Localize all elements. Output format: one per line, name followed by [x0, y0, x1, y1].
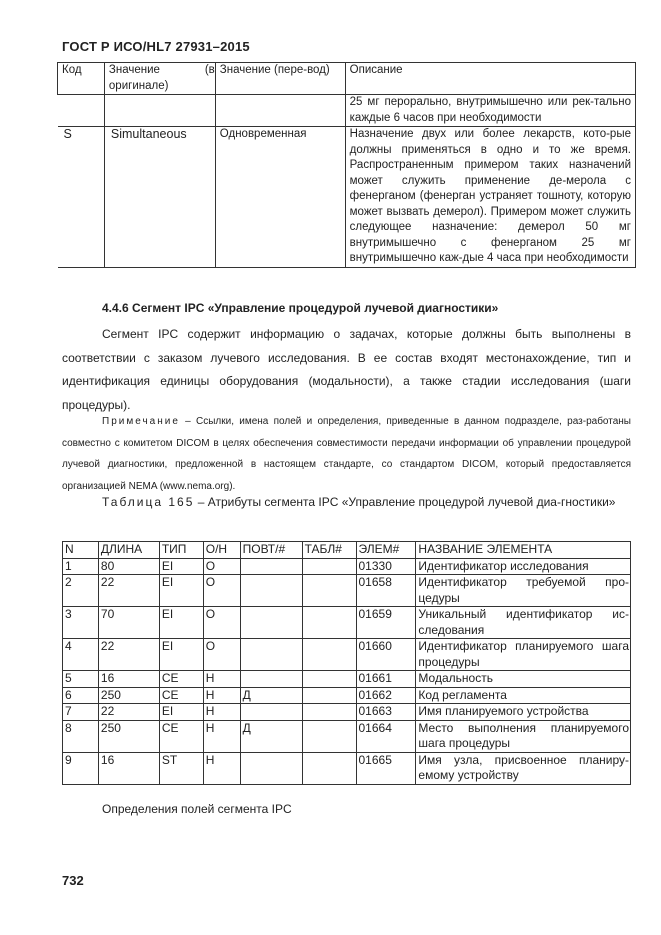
cell-name: Код регламента [416, 687, 631, 704]
col-n: N [63, 542, 99, 559]
cell-name: Имя узла, присвоенное планиру-емому устройству [416, 752, 631, 784]
table-row [63, 558, 631, 575]
cell-table [302, 558, 356, 575]
cell-opt: О [203, 607, 240, 639]
col-length: ДЛИНА [98, 542, 159, 559]
cell-type: CE [159, 687, 203, 704]
cell-length: 80 [98, 558, 159, 575]
cell-type: EI [159, 704, 203, 721]
page-number: 732 [62, 873, 84, 888]
cell-table [302, 575, 356, 607]
col-translation: Значение (пере-вод) [215, 63, 345, 95]
cell-opt: Н [203, 671, 240, 688]
cell-code: S [58, 127, 105, 268]
caption-text: – Атрибуты сегмента IPC «Управление процедурой лучевой диа-гностики» [194, 495, 616, 509]
cell-opt: О [203, 639, 240, 671]
note [62, 411, 631, 498]
definitions-heading: Определения полей сегмента IPC [102, 802, 292, 816]
cell-length: 70 [98, 607, 159, 639]
cell-opt: Н [203, 752, 240, 784]
cell-n: 3 [63, 607, 99, 639]
cell-translation: Одновременная [215, 127, 345, 268]
cell-rep [240, 607, 302, 639]
ipc-attributes-table [62, 541, 631, 785]
cell-elem: 01661 [356, 671, 416, 688]
ipc-body [63, 558, 631, 784]
cell-type: EI [159, 558, 203, 575]
cell-n: 8 [63, 720, 99, 752]
cell-rep: Д [240, 687, 302, 704]
cell-table [302, 671, 356, 688]
cell-n: 9 [63, 752, 99, 784]
cell-type: EI [159, 639, 203, 671]
cell-opt: Н [203, 704, 240, 721]
table-caption [62, 491, 631, 514]
col-table: ТАБЛ# [302, 542, 356, 559]
cell-table [302, 720, 356, 752]
cell-length: 250 [98, 687, 159, 704]
table-row [58, 127, 636, 268]
table-row [63, 639, 631, 671]
table-row [58, 95, 636, 127]
cell-rep [240, 639, 302, 671]
cell-name: Идентификатор планируемого шага процедуры [416, 639, 631, 671]
note-text: – Ссылки, имена полей и определения, приведенные в данном подразделе, раз-работаны совместно с комитетом DICOM в целях обеспечения совместимости передачи информации об управлении процедурой лучевой диагностики, предложенной в настоящем стандарте, со стандартом DICOM, который предоставляется организацией NEMA (www.nema.org). [62, 416, 631, 493]
document-header: ГОСТ Р ИСО/HL7 27931–2015 [62, 39, 250, 54]
cell-rep [240, 671, 302, 688]
cell-rep: Д [240, 720, 302, 752]
col-name: НАЗВАНИЕ ЭЛЕМЕНТА [416, 542, 631, 559]
col-rep: ПОВТ/# [240, 542, 302, 559]
cell-n: 5 [63, 671, 99, 688]
cell-elem: 01662 [356, 687, 416, 704]
cell-elem: 01659 [356, 607, 416, 639]
cell-type: CE [159, 671, 203, 688]
cell-type: EI [159, 575, 203, 607]
cell-name: Место выполнения планируемого шага процедуры [416, 720, 631, 752]
cell-elem: 01330 [356, 558, 416, 575]
cell-table [302, 752, 356, 784]
cell-rep [240, 575, 302, 607]
col-code: Код [58, 63, 105, 95]
ipc-header-row [63, 542, 631, 559]
cell-rep [240, 558, 302, 575]
col-opt: О/Н [203, 542, 240, 559]
cell-n: 2 [63, 575, 99, 607]
cell-n: 1 [63, 558, 99, 575]
cell-name: Уникальный идентификатор ис-следования [416, 607, 631, 639]
table-row [63, 671, 631, 688]
note-label: Примечание [102, 416, 180, 427]
cell-elem: 01665 [356, 752, 416, 784]
cell-rep [240, 704, 302, 721]
cell-table [302, 639, 356, 671]
cell-n: 7 [63, 704, 99, 721]
cell-type: EI [159, 607, 203, 639]
cell-length: 22 [98, 639, 159, 671]
cell-table [302, 704, 356, 721]
administration-code-table [57, 62, 636, 268]
cell-original: Simultaneous [104, 127, 215, 268]
cell-rep [240, 752, 302, 784]
table-row [63, 575, 631, 607]
cell-name: Имя планируемого устройства [416, 704, 631, 721]
col-elem: ЭЛЕМ# [356, 542, 416, 559]
cell-elem: 01660 [356, 639, 416, 671]
cell-length: 250 [98, 720, 159, 752]
cell-n: 4 [63, 639, 99, 671]
cell-name: Идентификатор исследования [416, 558, 631, 575]
section-paragraph: Сегмент IPC содержит информацию о задачах, которые должны быть выполнены в соответствии с заказом лучевого исследования. В ее состав входят местонахождение, тип и идентификация единицы оборудования (модальности), а также стадии исследования (шаги процедуры). [62, 327, 631, 412]
cell-type: ST [159, 752, 203, 784]
table-row [63, 720, 631, 752]
table-row [63, 704, 631, 721]
cell-opt: Н [203, 687, 240, 704]
section-heading: 4.4.6 Сегмент IPC «Управление процедурой лучевой диагностики» [102, 301, 499, 315]
cell-length: 16 [98, 752, 159, 784]
cell-n: 6 [63, 687, 99, 704]
cell-name: Идентификатор требуемой про-цедуры [416, 575, 631, 607]
col-type: ТИП [159, 542, 203, 559]
table-row [63, 687, 631, 704]
cell-length: 22 [98, 575, 159, 607]
col-description: Описание [345, 63, 635, 95]
cell-opt: О [203, 558, 240, 575]
cell-length: 16 [98, 671, 159, 688]
cell-elem: 01663 [356, 704, 416, 721]
cell-length: 22 [98, 704, 159, 721]
cell-opt: О [203, 575, 240, 607]
cell-description: 25 мг перорально, внутримышечно или рек-тально каждые 6 часов при необходимости [345, 95, 635, 127]
cell-table [302, 607, 356, 639]
cell-description: Назначение двух или более лекарств, кото-рые должны применяться в одно и то же время. Распространенным примером таких назначений может служить применение де-мерола с фенерганом (фенерган устраняет тошноту, которую может вызвать демерол). Примером может служить следующее назначение: демерол 50 мг внутримышечно с фенерганом 25 мг внутримышечно каж-дые 4 часа при необходимости [345, 127, 635, 268]
table-header-row [58, 63, 636, 95]
cell-type: CE [159, 720, 203, 752]
cell-elem: 01658 [356, 575, 416, 607]
cell-opt: Н [203, 720, 240, 752]
table-row [63, 752, 631, 784]
col-original: Значение (в оригинале) [104, 63, 215, 95]
caption-label: Таблица 165 [102, 495, 195, 509]
cell-elem: 01664 [356, 720, 416, 752]
cell-name: Модальность [416, 671, 631, 688]
table-row [63, 607, 631, 639]
cell-table [302, 687, 356, 704]
